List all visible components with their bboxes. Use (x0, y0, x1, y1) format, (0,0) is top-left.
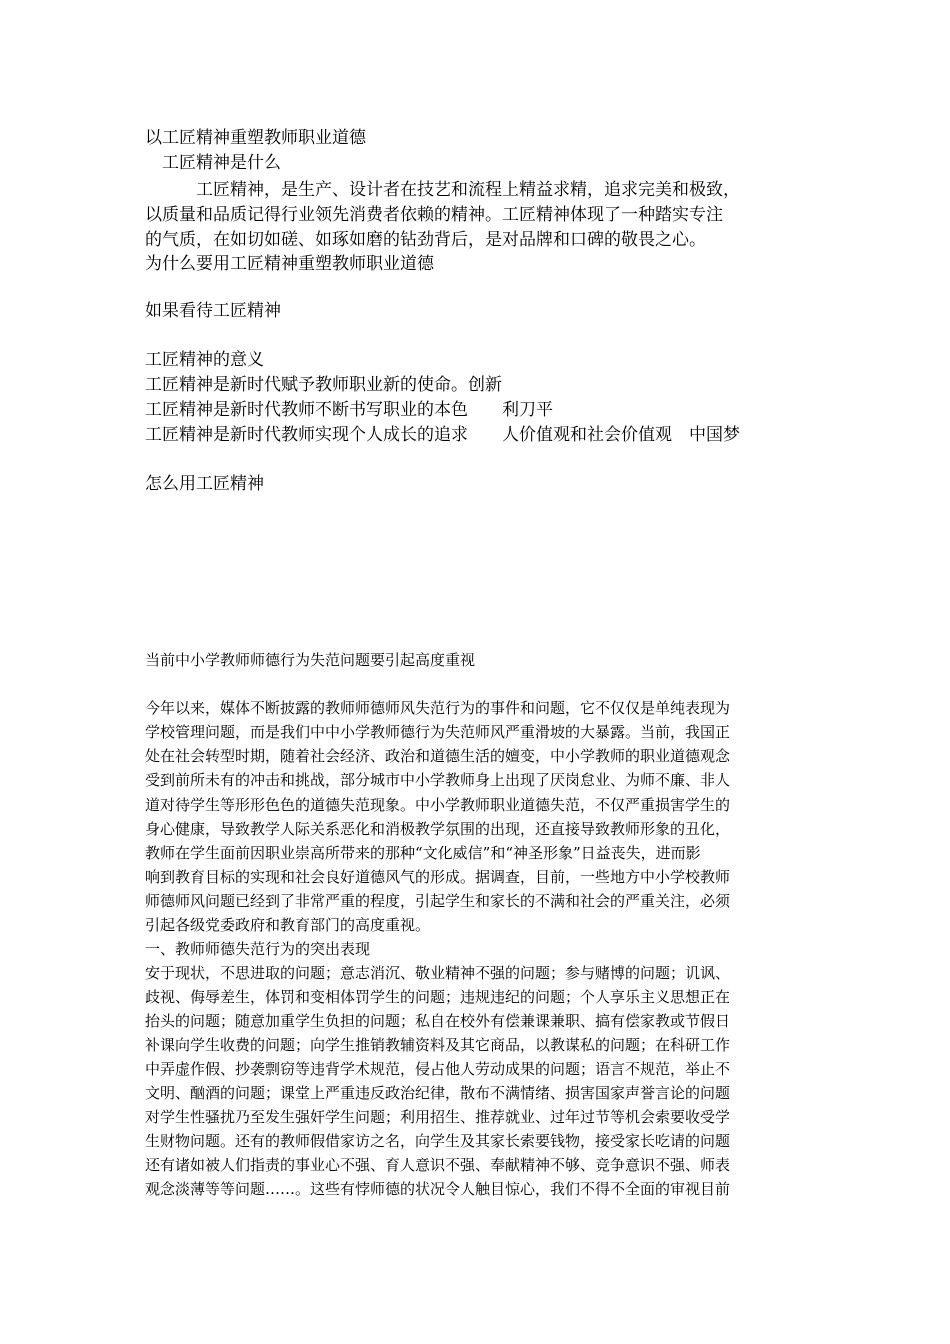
section1-line: 如果看待工匠精神 (145, 301, 281, 321)
paragraph2-line: 补课向学生收费的问题；向学生推销教辅资料及其它商品，以教谋私的问题；在科研工作 (145, 1036, 731, 1054)
section1-line: 为什么要用工匠精神重塑教师职业道德 (145, 254, 434, 274)
section-heading: 一、教师师德失范行为的突出表现 (145, 940, 371, 958)
paragraph1-line: 引起各级党委政府和教育部门的高度重视。 (145, 916, 431, 934)
section1-line: 以质量和品质记得行业领先消费者依赖的精神。工匠精神体现了一种踏实专注 (145, 205, 723, 225)
paragraph1-line: 今年以来，媒体不断披露的教师师德师风失范行为的事件和问题，它不仅仅是单纯表现为 (145, 699, 731, 717)
paragraph2-line: 抬头的问题；随意加重学生负担的问题；私自在校外有偿兼课兼职、搞有偿家教或节假日 (145, 1012, 731, 1030)
paragraph1-line: 教师在学生面前因职业崇高所带来的那种“文化威信”和“神圣形象”日益丧失，进而影 (145, 844, 701, 862)
section1-line: 工匠精神是新时代教师不断书写职业的本色 利刀平 (145, 400, 553, 420)
paragraph2-line: 观念淡薄等等问题……。这些有悖师德的状况令人触目惊心，我们不得不全面的审视目前 (145, 1180, 731, 1198)
paragraph1-line: 身心健康，导致教学人际关系恶化和消极教学氛围的出现，还直接导致教师形象的丑化， (145, 820, 731, 838)
paragraph2-line: 歧视、侮辱差生，体罚和变相体罚学生的问题；违规违纪的问题；个人享乐主义思想正在 (145, 988, 731, 1006)
paragraph1-line: 受到前所未有的冲击和挑战，部分城市中小学教师身上出现了厌岗怠业、为师不廉、非人 (145, 771, 731, 789)
paragraph2-line: 安于现状，不思进取的问题；意志消沉、敬业精神不强的问题；参与赌博的问题；讥讽、 (145, 964, 731, 982)
paragraph2-line: 中弄虚作假、抄袭剽窃等违背学术规范，侵占他人劳动成果的问题；语言不规范，举止不 (145, 1060, 731, 1078)
section1-line: 工匠精神，是生产、设计者在技艺和流程上精益求精，追求完美和极致， (145, 180, 740, 200)
paragraph1-line: 学校管理问题，而是我们中中小学教师德行为失范师风严重滑坡的大暴露。当前，我国正 (145, 723, 731, 741)
paragraph1-line: 处在社会转型时期，随着社会经济、政治和道德生活的嬗变，中小学教师的职业道德观念 (145, 747, 731, 765)
paragraph2-line: 还有诸如被人们指责的事业心不强、育人意识不强、奉献精神不够、竞争意识不强、师表 (145, 1156, 731, 1174)
paragraph2-line: 对学生性骚扰乃至发生强奸学生问题；利用招生、推荐就业、过年过节等机会索要收受学 (145, 1108, 731, 1126)
section1-line: 工匠精神是新时代赋予教师职业新的使命。创新 (145, 375, 502, 395)
section1-line: 工匠精神的意义 (145, 350, 264, 370)
section2-title: 当前中小学教师师德行为失范问题要引起高度重视 (145, 651, 476, 669)
paragraph1-line: 师德师风问题已经到了非常严重的程度，引起学生和家长的不满和社会的严重关注，必须 (145, 892, 731, 910)
paragraph1-line: 响到教育目标的实现和社会良好道德风气的形成。据调查，目前，一些地方中小学校教师 (145, 868, 731, 886)
section1-line: 工匠精神是什么 (145, 153, 281, 173)
section1-line: 的气质，在如切如磋、如琢如磨的钻劲背后，是对品牌和口碑的敬畏之心。 (145, 230, 706, 250)
paragraph2-line: 生财物问题。还有的教师假借家访之名，向学生及其家长索要钱物，接受家长吃请的问题 (145, 1132, 731, 1150)
section1-line: 工匠精神是新时代教师实现个人成长的追求 人价值观和社会价值观 中国梦 (145, 425, 740, 445)
section1-title: 以工匠精神重塑教师职业道德 (145, 128, 366, 148)
paragraph1-line: 道对待学生等形形色色的道德失范现象。中小学教师职业道德失范，不仅严重损害学生的 (145, 796, 731, 814)
paragraph2-line: 文明、酗酒的问题；课堂上严重违反政治纪律，散布不满情绪、损害国家声誉言论的问题 (145, 1084, 731, 1102)
section1-line: 怎么用工匠精神 (145, 474, 264, 494)
